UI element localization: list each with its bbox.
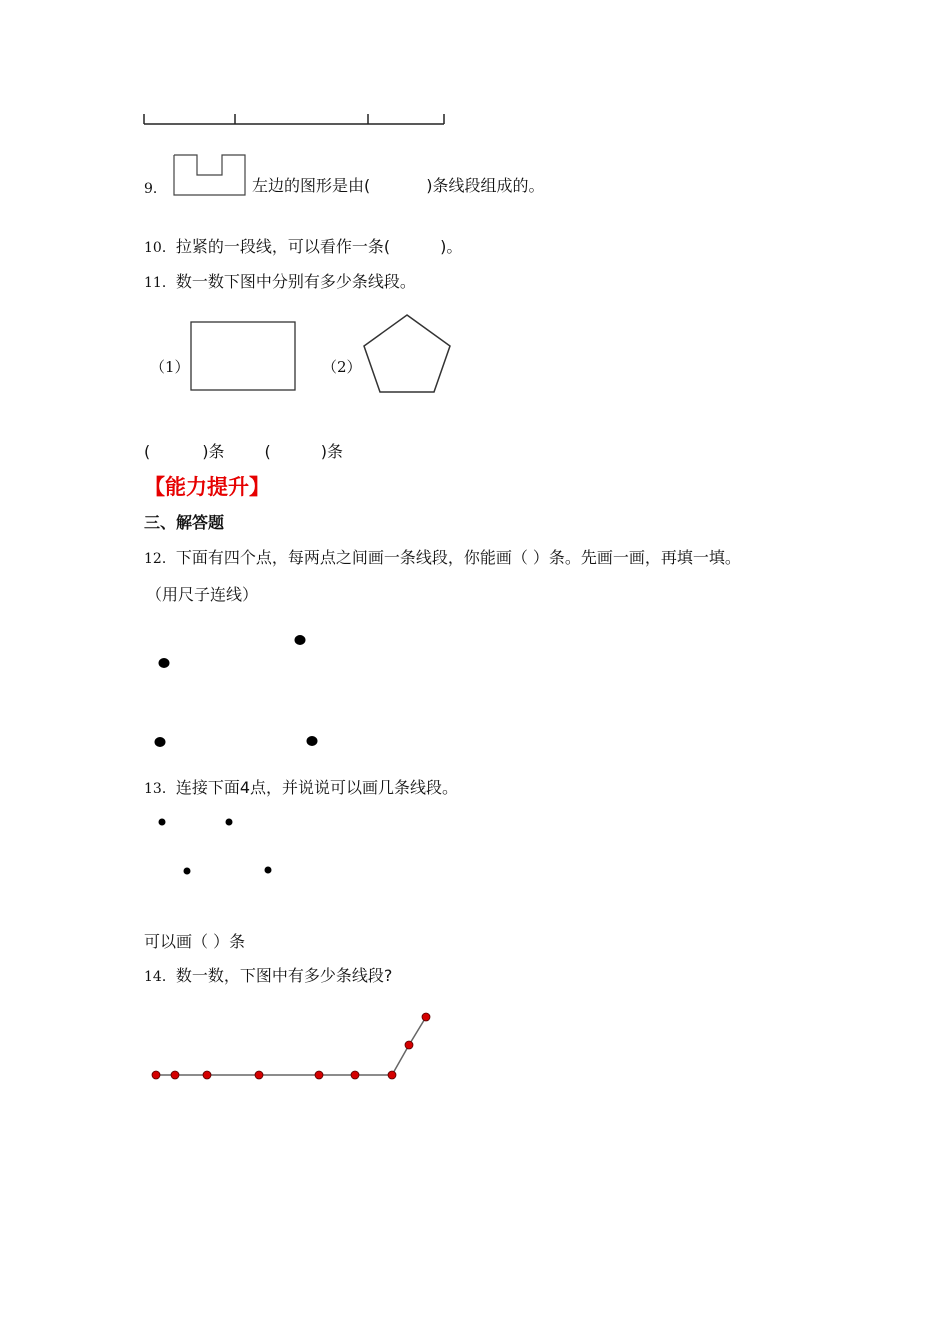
q14-point — [152, 1071, 160, 1079]
q14-polyline-figure — [152, 1013, 430, 1079]
q14-point — [255, 1071, 263, 1079]
q9-text — [252, 176, 545, 196]
q14-point — [315, 1071, 323, 1079]
q10-line — [144, 237, 462, 258]
q11-answer1-open: ( — [144, 442, 151, 461]
top-segment-figure — [144, 114, 444, 124]
q11-label-2: （2） — [322, 358, 362, 376]
q12-dots — [155, 635, 318, 747]
q13-dot — [184, 868, 191, 875]
q14-number: 14． — [144, 969, 176, 985]
q14-point — [405, 1041, 413, 1049]
q11-answer1-close: )条 — [202, 442, 225, 461]
q11-label-1: （1） — [150, 358, 190, 376]
q9-text-before: 左边的图形是由( — [252, 176, 371, 195]
q13-dot — [159, 819, 166, 826]
q12-dot — [307, 736, 318, 746]
q9-text-after: )条线段组成的。 — [426, 176, 545, 195]
q14-point — [203, 1071, 211, 1079]
q13-line — [144, 778, 458, 799]
q14-point — [422, 1013, 430, 1021]
q11-number: 11． — [144, 275, 176, 291]
q14-point — [171, 1071, 179, 1079]
section-ability-heading: 【能力提升】 — [144, 475, 270, 499]
q13-dot — [265, 867, 272, 874]
q12-dot — [155, 737, 166, 747]
q11-line — [144, 272, 416, 293]
q11-answers — [144, 442, 343, 462]
q9-line — [144, 178, 167, 199]
q12-text: 下面有四个点，每两点之间画一条线段，你能画（ ）条。先画一画，再填一填。 — [175, 548, 741, 567]
q14-point — [351, 1071, 359, 1079]
q14-text: 数一数，下图中有多少条线段? — [175, 966, 393, 985]
q10-text-after: )。 — [440, 237, 463, 256]
section-three-heading: 三、解答题 — [144, 513, 225, 532]
q9-notched-shape — [174, 155, 245, 195]
q14-point — [388, 1071, 396, 1079]
q13-number: 13． — [144, 781, 176, 797]
q11-answer2-close: )条 — [320, 442, 343, 461]
q13-answer: 可以画（ ）条 — [144, 932, 246, 951]
q12-dot — [295, 635, 306, 645]
q12-note: （用尺子连线） — [146, 585, 259, 604]
q10-text-before: 拉紧的一段线，可以看作一条( — [175, 237, 391, 256]
q11-pentagon — [364, 315, 450, 392]
q12-line — [144, 548, 741, 569]
q12-number: 12． — [144, 551, 176, 567]
q9-number: 9． — [144, 181, 167, 197]
q11-answer2-open: ( — [264, 442, 271, 461]
q13-dot — [226, 819, 233, 826]
q13-dots — [159, 819, 272, 875]
q13-text: 连接下面4点，并说说可以画几条线段。 — [175, 778, 459, 797]
q12-dot — [159, 658, 170, 668]
q11-text: 数一数下图中分别有多少条线段。 — [175, 272, 416, 291]
q11-rectangle — [191, 322, 295, 390]
q14-line — [144, 966, 392, 987]
q10-number: 10． — [144, 240, 176, 256]
